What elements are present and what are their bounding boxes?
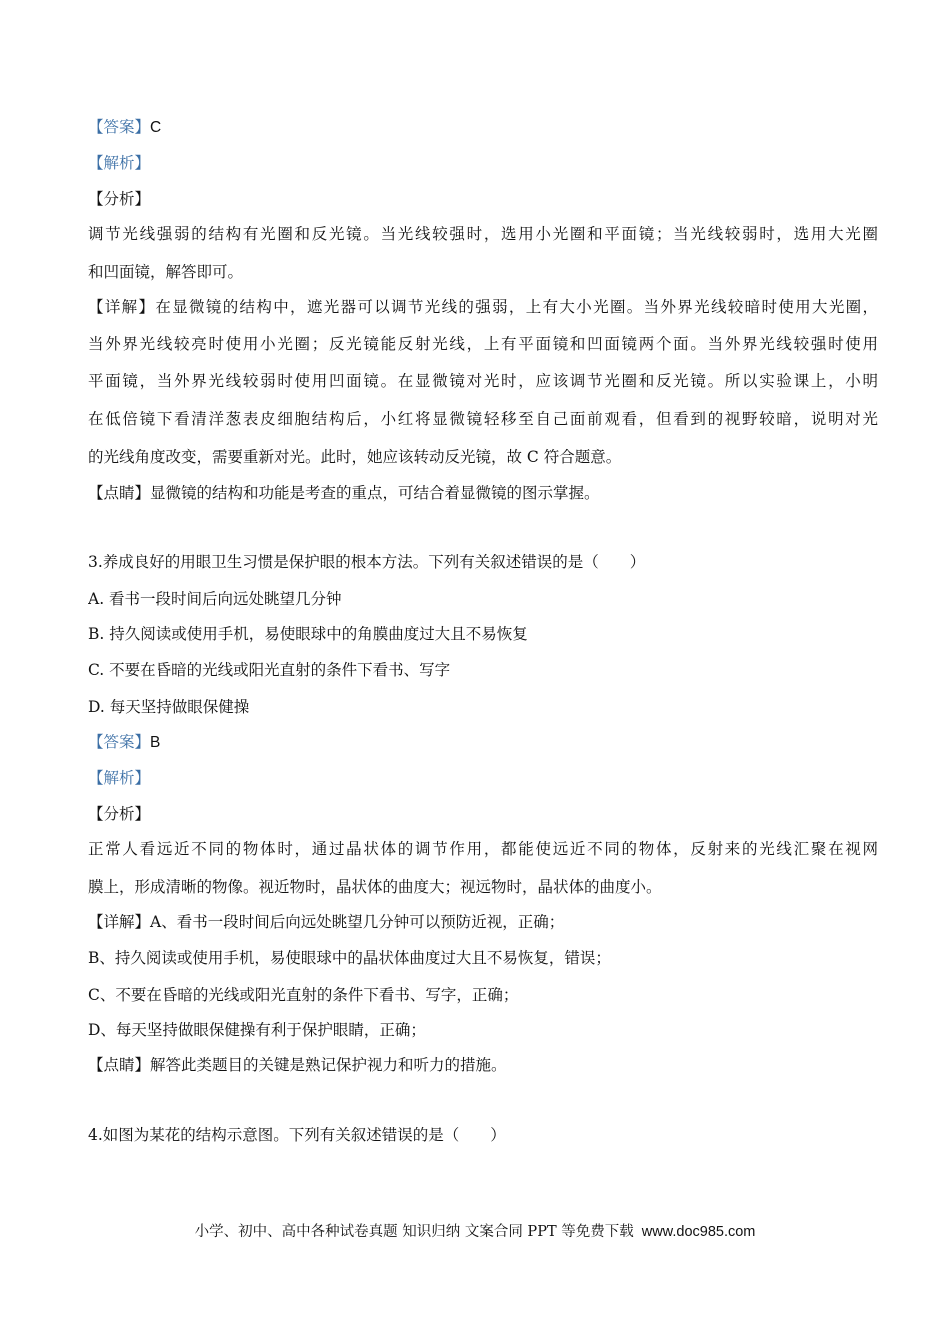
fenxi-label: 【分析】 — [88, 805, 151, 823]
q3-detail-line-1 — [88, 912, 878, 932]
q3-fenxi-line-2: 膜上，形成清晰的物像。视近物时，晶状体的曲度大；视远物时，晶状体的曲度小。 — [88, 878, 662, 896]
q2-answer — [88, 117, 878, 138]
q3-dianjing — [88, 1055, 878, 1075]
detail-label: 【详解】 — [88, 298, 156, 316]
q2-analysis-label — [88, 153, 878, 173]
q3-answer — [88, 732, 878, 753]
dianjing-label: 【点睛】 — [88, 484, 151, 502]
dianjing-text: 解答此类题目的关键是熟记保护视力和听力的措施。 — [150, 1056, 507, 1074]
detail-text: 在显微镜的结构中，遮光器可以调节光线的强弱，上有大小光圈。当外界光线较暗时使用大光圈， — [155, 298, 878, 316]
dianjing-text: 显微镜的结构和功能是考查的重点，可结合着显微镜的图示掌握。 — [150, 484, 600, 502]
q3-detail-line-2: B、持久阅读或使用手机，易使眼球中的晶状体曲度过大且不易恢复，错误； — [88, 949, 611, 967]
dianjing-label: 【点睛】 — [88, 1056, 151, 1074]
q2-detail-line-4: 在低倍镜下看清洋葱表皮细胞结构后，小红将显微镜轻移至自己面前观看，但看到的视野较暗，说明对光 — [88, 410, 878, 428]
q2-fenxi-line-2: 和凹面镜，解答即可。 — [88, 263, 244, 281]
q2-fenxi-label — [88, 189, 878, 209]
q3-question: 3.养成良好的用眼卫生习惯是保护眼的根本方法。下列有关叙述错误的是（ ） — [88, 553, 646, 571]
q2-fenxi-line-1: 调节光线强弱的结构有光圈和反光镜。当光线较强时，选用小光圈和平面镜；当光线较弱时，选用大光圈 — [88, 225, 878, 243]
detail-text: A、看书一段时间后向远处眺望几分钟可以预防近视，正确； — [150, 913, 565, 931]
footer-url[interactable]: www.doc985.com — [641, 1224, 756, 1240]
q4-question: 4.如图为某花的结构示意图。下列有关叙述错误的是（ ） — [88, 1126, 506, 1144]
footer-text: 小学、初中、高中各种试卷真题 知识归纳 文案合同 PPT 等免费下载 — [194, 1224, 634, 1240]
q2-detail-line-5: 的光线角度改变，需要重新对光。此时，她应该转动反光镜，故 C 符合题意。 — [88, 448, 622, 466]
q3-detail-line-3: C、不要在昏暗的光线或阳光直射的条件下看书、写字，正确； — [88, 986, 519, 1004]
analysis-label: 【解析】 — [88, 154, 151, 172]
answer-value: B — [150, 734, 161, 751]
answer-label: 【答案】 — [88, 733, 151, 751]
q3-detail-line-4: D、每天坚持做眼保健操有利于保护眼睛，正确； — [88, 1021, 426, 1039]
q3-option-c: C. 不要在昏暗的光线或阳光直射的条件下看书、写字 — [88, 661, 451, 679]
answer-label: 【答案】 — [88, 118, 151, 136]
q3-option-d: D. 每天坚持做眼保健操 — [88, 698, 250, 716]
q3-fenxi-line-1: 正常人看远近不同的物体时，通过晶状体的调节作用，都能使远近不同的物体，反射来的光线汇聚在视网 — [88, 840, 878, 858]
fenxi-label: 【分析】 — [88, 190, 151, 208]
page-footer — [0, 1222, 950, 1242]
detail-label: 【详解】 — [88, 913, 151, 931]
answer-value: C — [150, 119, 162, 136]
q2-detail-line-2: 当外界光线较亮时使用小光圈；反光镜能反射光线，上有平面镜和凹面镜两个面。当外界光线较强时使用 — [88, 335, 878, 353]
q2-dianjing — [88, 483, 878, 503]
q3-analysis-label — [88, 768, 878, 788]
q3-option-b: B. 持久阅读或使用手机，易使眼球中的角膜曲度过大且不易恢复 — [88, 625, 528, 643]
analysis-label: 【解析】 — [88, 769, 151, 787]
q2-detail-line-3: 平面镜，当外界光线较弱时使用凹面镜。在显微镜对光时，应该调节光圈和反光镜。所以实验课上，小明 — [88, 372, 878, 390]
q2-detail-line-1 — [88, 297, 878, 317]
q3-option-a: A. 看书一段时间后向远处眺望几分钟 — [88, 590, 342, 608]
q3-fenxi-label — [88, 804, 878, 824]
